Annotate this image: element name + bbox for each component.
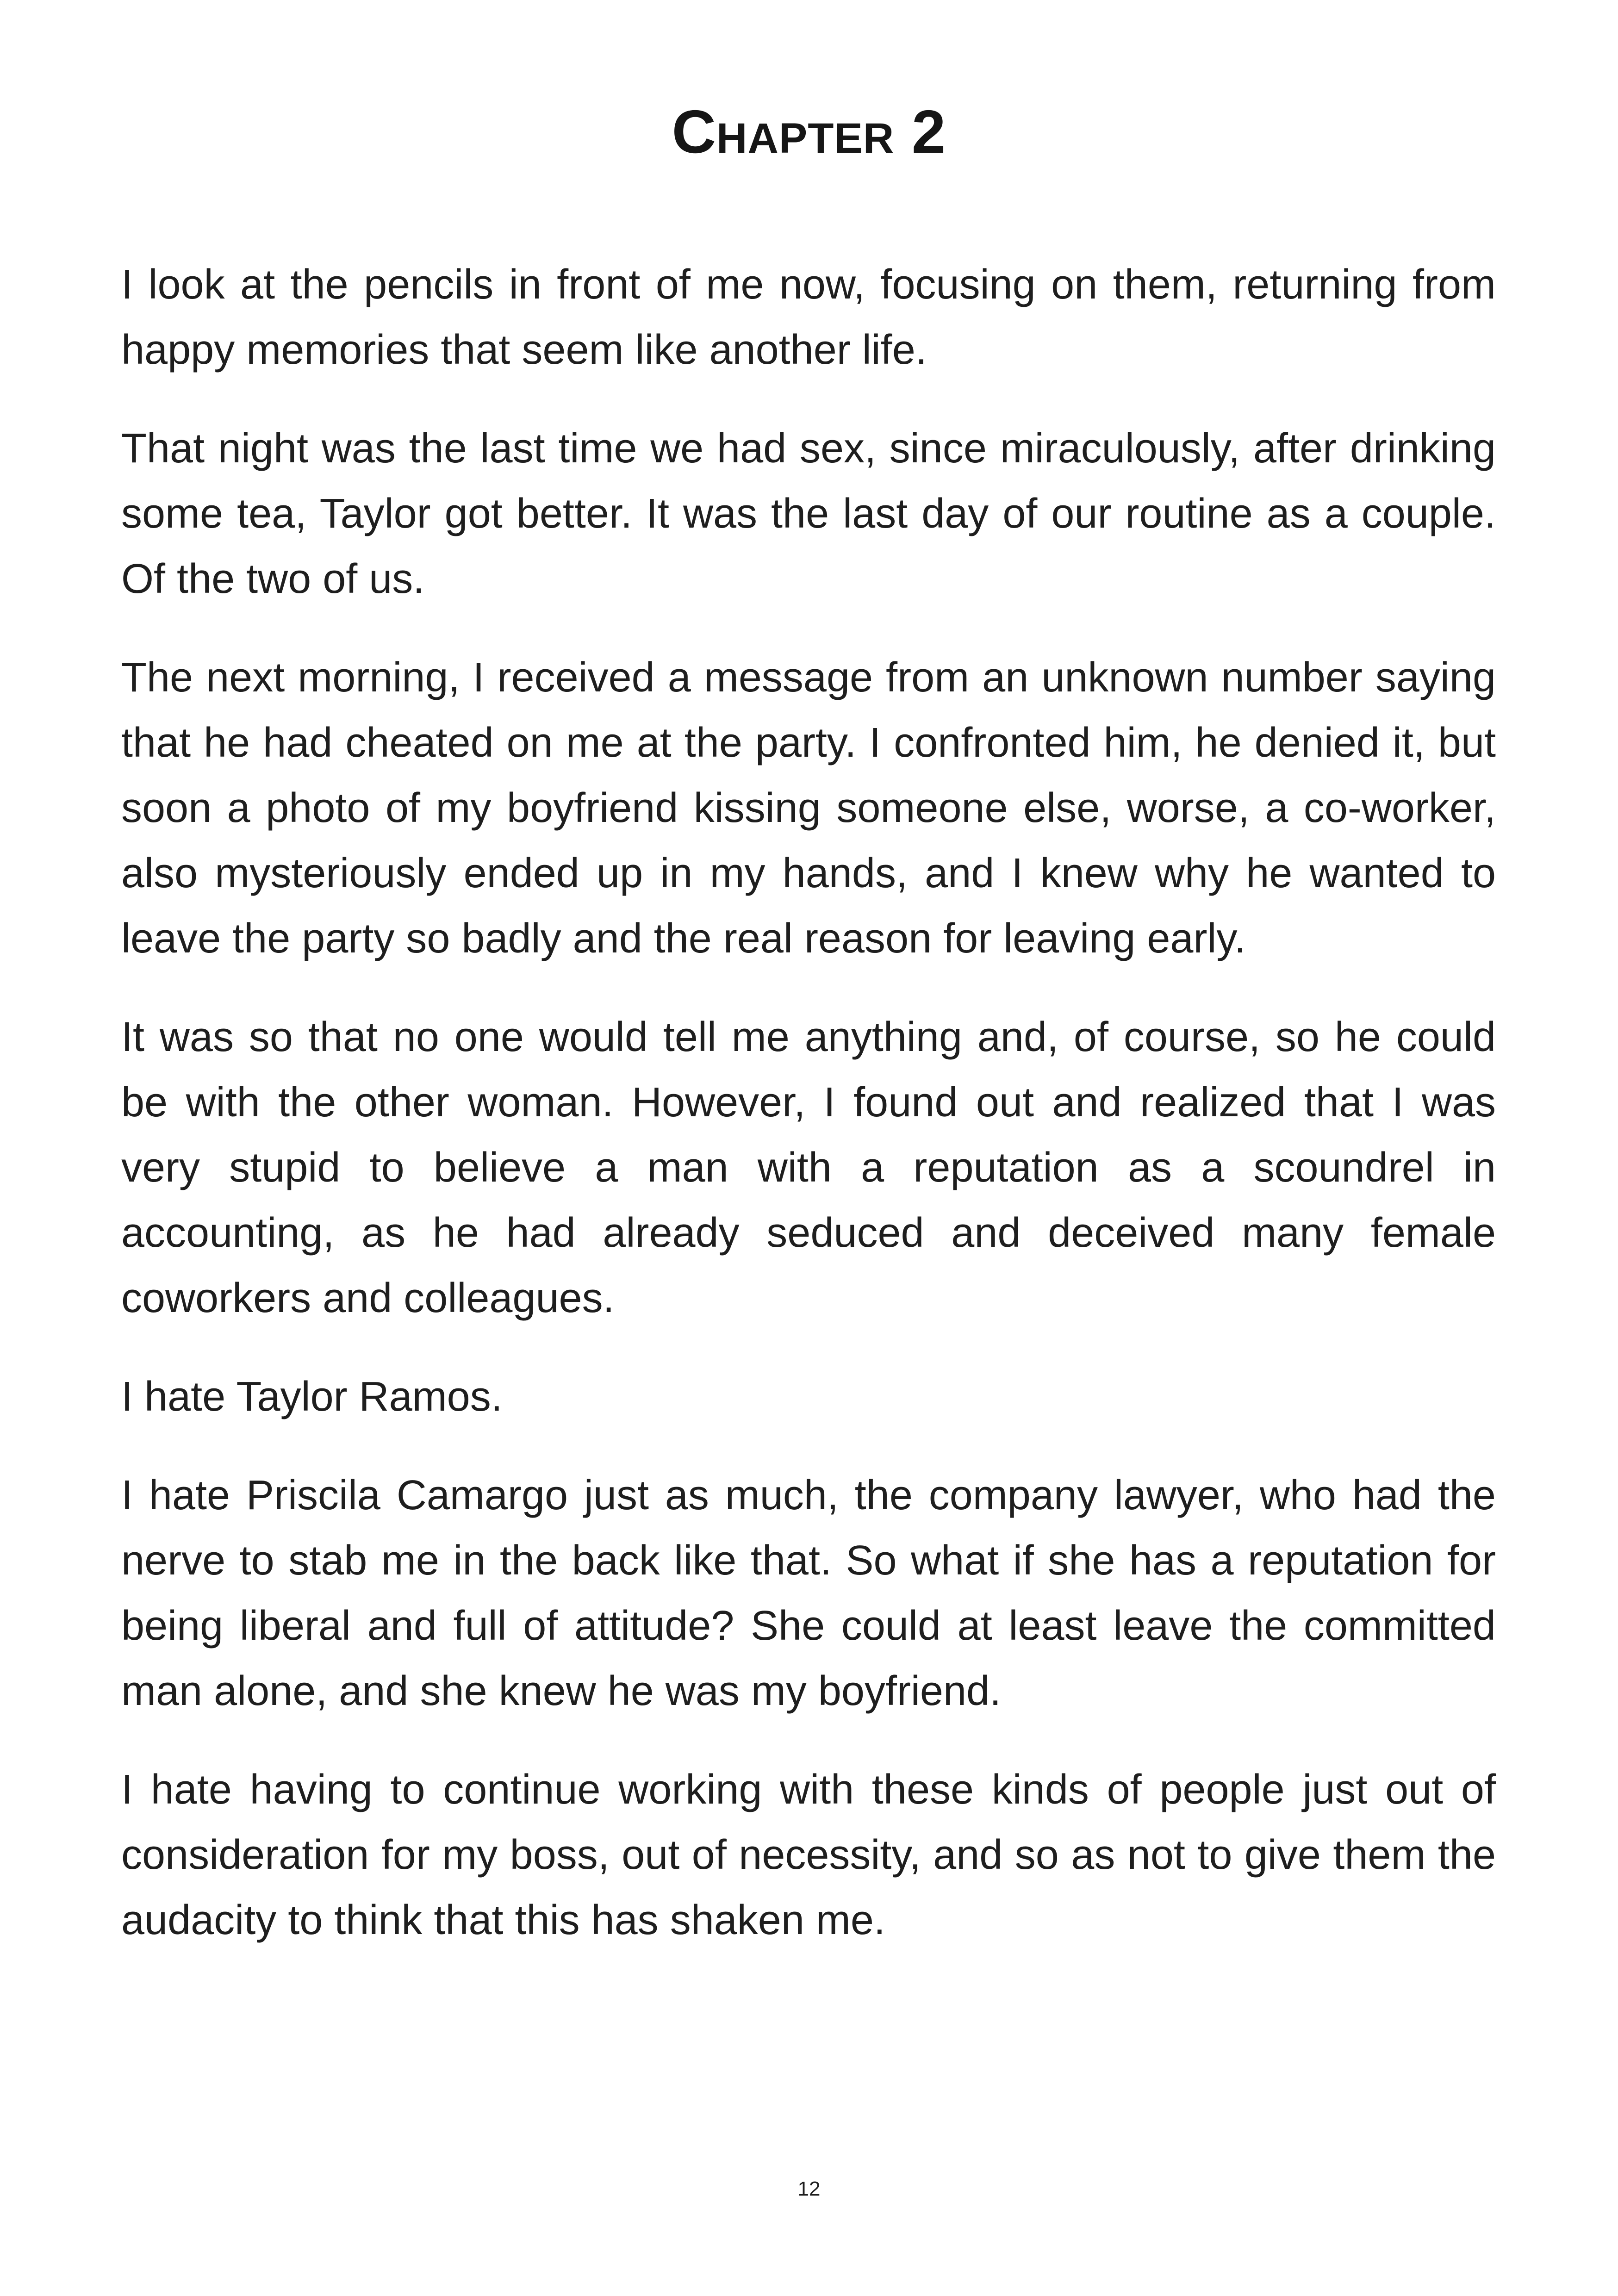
chapter-title: Chapter 2 [672,98,946,166]
chapter-body [121,252,1496,1986]
paragraph-4: It was so that no one would tell me anything and, of course, so he could be with the other woman. However, I found out and realized that I was very stupid to believe a man with a reputation as a scoundrel in accounting, as he had already seduced and deceived many female coworkers and colleagues. [121,1014,1496,1321]
paragraph-6: I hate Priscila Camargo just as much, the company lawyer, who had the nerve to stab me in the back like that. So what if she has a reputation for being liberal and full of attitude? She could at least leave the committed man alone, and she knew he was my boyfriend. [121,1472,1496,1714]
paragraph-3: The next morning, I received a message from an unknown number saying that he had cheated on me at the party. I confronted him, he denied it, but soon a photo of my boyfriend kissing someone else, worse, a co-worker, also mysteriously ended up in my hands, and I knew why he wanted to leave the party so badly and the real reason for leaving early. [121,654,1496,962]
paragraph-5: I hate Taylor Ramos. [121,1374,503,1420]
page-number: 12 [797,2178,821,2200]
paragraph-2: That night was the last time we had sex, since miraculously, after drinking some tea, Taylor got better. It was the last day of our routine as a couple. Of the two of us. [121,425,1496,602]
paragraph-1: I look at the pencils in front of me now, focusing on them, returning from happy memories that seem like another life. [121,261,1496,373]
paragraph-7: I hate having to continue working with these kinds of people just out of consideration for my boss, out of necessity, and so as not to give them the audacity to think that this has shaken me. [121,1767,1496,1943]
